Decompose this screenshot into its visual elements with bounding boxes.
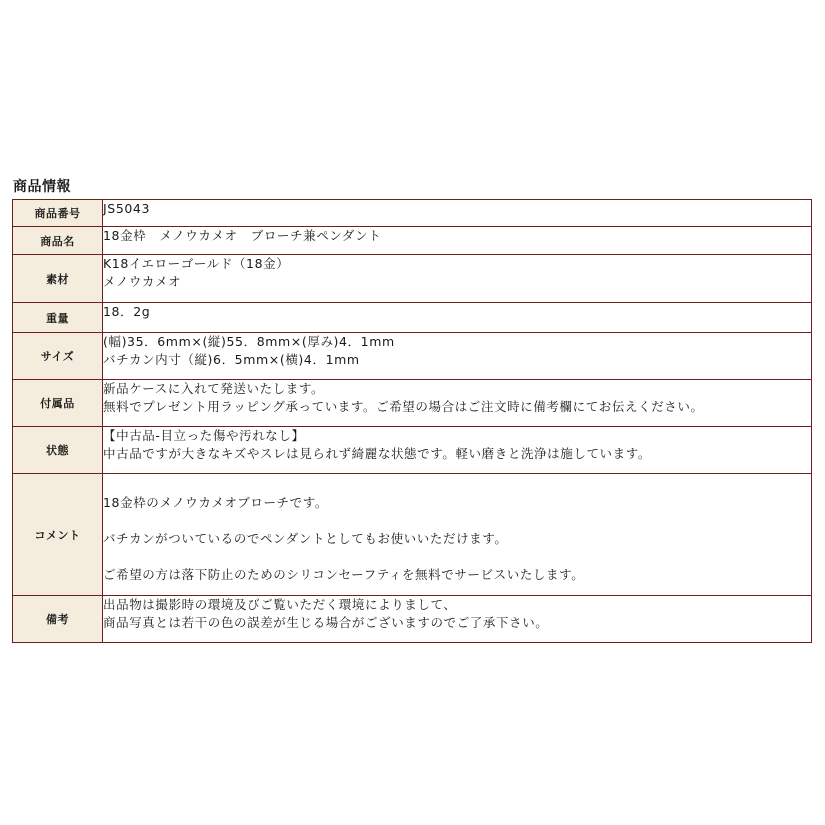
value-line: ご希望の方は落下防止のためのシリコンセーフティを無料でサービスいたします。 [103,567,585,582]
value-line: 【中古品-目立った傷や汚れなし】 [103,428,305,443]
row-value-weight [103,303,812,333]
value-line: 新品ケースに入れて発送いたします。 [103,381,325,396]
value-line: 18金枠のメノウカメオブローチです。 [103,495,328,510]
table-row [13,200,812,227]
row-value-size [103,333,812,380]
row-value-remarks [103,596,812,643]
row-label-product-number: 商品番号 [13,200,103,227]
value-line: 出品物は撮影時の環境及びご覧いただく環境によりまして、 [103,597,457,612]
row-value-accessories [103,380,812,427]
value-line: JS5043 [103,201,151,216]
row-value-comment [103,474,812,596]
row-label-weight: 重量 [13,303,103,333]
value-line: バチカン内寸（縦)6．5mm×(横)4．1mm [103,352,360,367]
row-value-condition [103,427,812,474]
row-label-size: サイズ [13,333,103,380]
value-line: K18イエローゴールド（18金） [103,256,290,271]
value-line: メノウカメオ [103,274,182,289]
value-line: 18金枠 メノウカメオ ブローチ兼ペンダント [103,228,382,243]
value-line: バチカンがついているのでペンダントとしてもお使いいただけます。 [103,531,508,546]
table-row [13,596,812,643]
row-label-accessories: 付属品 [13,380,103,427]
table-row [13,333,812,380]
table-row [13,427,812,474]
table-row [13,474,812,596]
value-line: 無料でプレゼント用ラッピング承っています。ご希望の場合はご注文時に備考欄にてお伝えください。 [103,399,704,414]
table-row [13,255,812,303]
row-value-material [103,255,812,303]
value-line: 中古品ですが大きなキズやスレは見られず綺麗な状態です。軽い磨きと洗浄は施しています。 [103,446,651,461]
row-value-product-name [103,227,812,255]
row-label-comment: コメント [13,474,103,596]
product-info-table [12,199,812,643]
value-line: 18．2g [103,304,151,319]
blank-line [103,512,811,530]
table-row [13,380,812,427]
value-line: (幅)35．6mm×(縦)55．8mm×(厚み)4．1mm [103,334,395,349]
row-label-material: 素材 [13,255,103,303]
blank-line [103,548,811,566]
row-value-product-number [103,200,812,227]
row-label-condition: 状態 [13,427,103,474]
table-row [13,227,812,255]
section-title: 商品情報 [13,179,71,195]
row-label-product-name: 商品名 [13,227,103,255]
value-line: 商品写真とは若干の色の誤差が生じる場合がございますのでご了承下さい。 [103,615,549,630]
table-row [13,303,812,333]
row-label-remarks: 備考 [13,596,103,643]
